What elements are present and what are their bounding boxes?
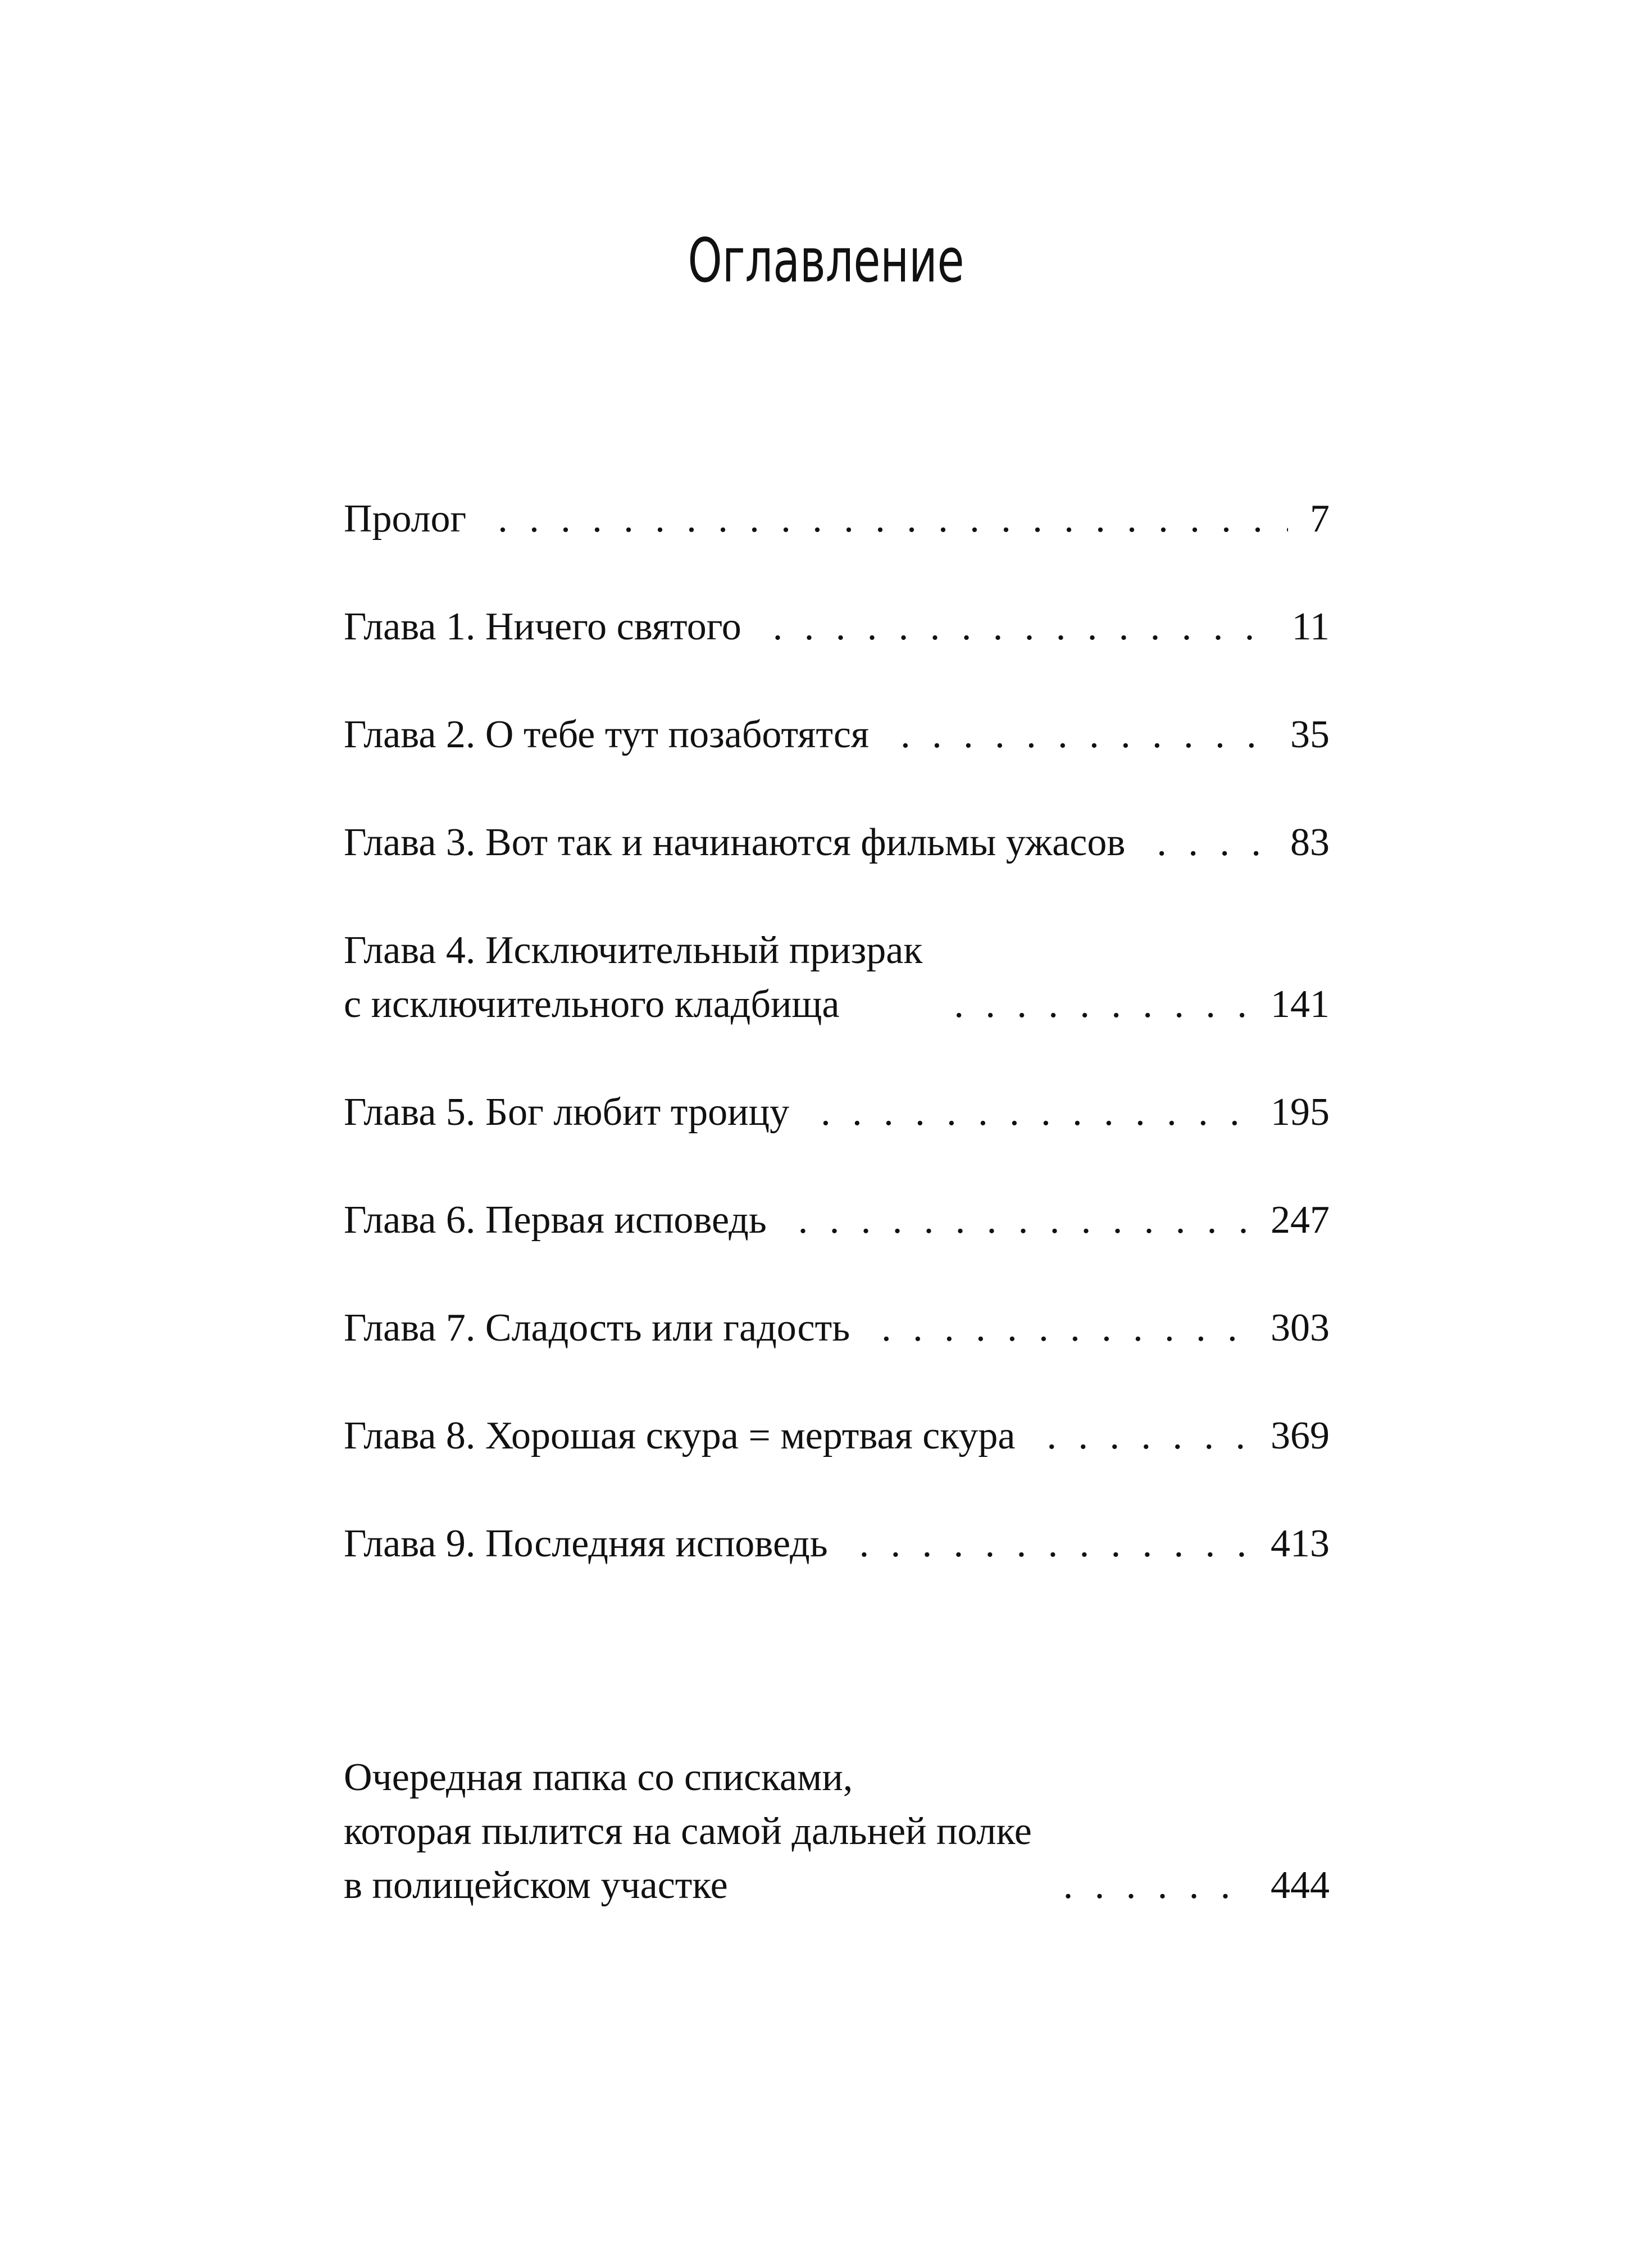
toc-entry-title: Глава 8. Хорошая скура = мертвая скура bbox=[344, 1414, 1016, 1457]
toc-page-number: 247 bbox=[1271, 1198, 1330, 1242]
toc-entry-title: Глава 9. Последняя исповедь bbox=[344, 1522, 828, 1565]
dot-leader bbox=[1046, 1409, 1251, 1463]
toc-page-number: 83 bbox=[1290, 821, 1330, 864]
table-of-contents bbox=[344, 492, 1330, 1913]
toc-page-number: 444 bbox=[1271, 1864, 1330, 1907]
toc-page-number: 7 bbox=[1310, 497, 1330, 541]
dot-leader bbox=[773, 600, 1273, 654]
dot-leader bbox=[954, 978, 1251, 1032]
toc-entry-chapter-2 bbox=[344, 708, 1330, 762]
toc-entry-chapter-3 bbox=[344, 816, 1330, 870]
dot-leader bbox=[821, 1086, 1251, 1139]
toc-entry-chapter-5 bbox=[344, 1086, 1330, 1139]
dot-leader bbox=[1157, 816, 1271, 870]
dot-leader bbox=[1063, 1859, 1251, 1913]
toc-entry-title: Пролог bbox=[344, 497, 467, 541]
toc-entry-title: Глава 1. Ничего святого bbox=[344, 605, 741, 648]
toc-entry-chapter-8 bbox=[344, 1409, 1330, 1463]
toc-entry-title: Глава 6. Первая исповедь bbox=[344, 1198, 767, 1242]
toc-page-number: 35 bbox=[1290, 713, 1330, 756]
toc-entry-title-continued: в полицейском участке bbox=[344, 1864, 728, 1907]
toc-page-number: 195 bbox=[1271, 1091, 1330, 1134]
toc-entry-chapter-7 bbox=[344, 1301, 1330, 1355]
dot-leader bbox=[900, 708, 1271, 762]
toc-page-number: 11 bbox=[1291, 605, 1330, 648]
section-gap bbox=[344, 1625, 1330, 1751]
toc-entry-chapter-1 bbox=[344, 600, 1330, 654]
toc-entry-chapter-9 bbox=[344, 1517, 1330, 1571]
toc-entry-title-continued: которая пылится на самой дальней полке bbox=[344, 1810, 1032, 1853]
toc-entry-prologue bbox=[344, 492, 1330, 546]
toc-entry-title: Глава 7. Сладость или гадость bbox=[344, 1306, 850, 1350]
toc-entry-chapter-4 bbox=[344, 924, 1330, 1032]
toc-page-number: 141 bbox=[1271, 983, 1330, 1026]
toc-entry-title: Глава 5. Бог любит троицу bbox=[344, 1091, 790, 1134]
toc-page-number: 413 bbox=[1271, 1522, 1330, 1565]
toc-entry-title-continued: с исключительного кладбища bbox=[344, 983, 840, 1026]
toc-entry-title: Очередная папка со списками, bbox=[344, 1756, 853, 1799]
toc-entry-title: Глава 4. Исключительный призрак bbox=[344, 929, 923, 972]
toc-entry-title: Глава 2. О тебе тут позаботятся bbox=[344, 713, 870, 756]
dot-leader bbox=[498, 492, 1288, 546]
toc-entry-chapter-6 bbox=[344, 1193, 1330, 1247]
dot-leader bbox=[859, 1517, 1251, 1571]
page-title: Оглавление bbox=[688, 226, 964, 296]
toc-page-number: 303 bbox=[1271, 1306, 1330, 1350]
dot-leader bbox=[798, 1193, 1251, 1247]
toc-page-number: 369 bbox=[1271, 1414, 1330, 1457]
dot-leader bbox=[881, 1301, 1251, 1355]
toc-entry-appendix bbox=[344, 1751, 1330, 1913]
toc-entry-title: Глава 3. Вот так и начинаются фильмы ужасов bbox=[344, 821, 1126, 864]
